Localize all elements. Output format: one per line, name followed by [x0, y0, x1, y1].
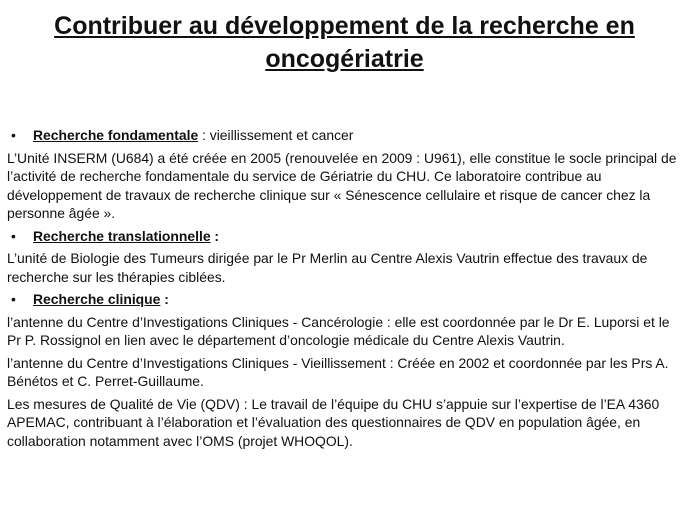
section-heading-translationnelle [7, 227, 682, 246]
section-heading-fondamentale [7, 126, 682, 145]
paragraph-biologie-tumeurs: L’unité de Biologie des Tumeurs dirigée par le Pr Merlin au Centre Alexis Vautrin effectue des travaux de recherche sur les thérapies ciblées. [7, 250, 648, 285]
paragraph-qualite-de-vie: Les mesures de Qualité de Vie (QDV) : Le travail de l’équipe du CHU s’appuie sur l’expertise de l’EA 4360 APEMAC, contribuant à l’élaboration et l’évaluation des questionnaires de QDV en population âgée, en collaboration notamment avec l’OMS (projet WHOQOL). [7, 395, 660, 449]
slide-title-line-2: oncogériatrie [265, 45, 424, 73]
heading-suffix: : vieillissement et cancer [198, 127, 354, 143]
slide-title [0, 10, 689, 76]
paragraph-cic-cancerologie: l’antenne du Centre d’Investigations Cliniques - Cancérologie : elle est coordonnée par le Dr E. Luporsi et le Pr P. Rossignol en lien avec le département d’oncologie médicale du Centre Alexis Vautrin. [7, 313, 670, 348]
section-heading-clinique [7, 290, 682, 309]
bullet-icon: • [11, 291, 16, 307]
paragraph-unite-inserm: L’Unité INSERM (U684) a été créée en 2005 (renouvelée en 2009 : U961), elle constitue le socle principal de l’activité de recherche fondamentale du service de Gériatrie du CHU. Ce laboratoire contribue au développement de travaux de recherche clinique sur « Sénescence cellulaire et risque de cancer chez la personne âgée ». [7, 149, 677, 221]
heading-suffix: : [160, 291, 169, 307]
heading-suffix: : [210, 227, 220, 244]
heading-recherche-clinique: Recherche clinique [33, 291, 161, 307]
heading-recherche-fondamentale: Recherche fondamentale [33, 127, 199, 143]
bullet-icon: • [11, 127, 16, 143]
paragraph-cic-vieillissement: l’antenne du Centre d’Investigations Cliniques - Vieillissement : Créée en 2002 et coordonnée par les Prs A. Bénétos et C. Perret-Guillaume. [7, 354, 669, 389]
heading-recherche-translationnelle: Recherche translationnelle [33, 227, 211, 244]
slide-title-line-1: Contribuer au développement de la recherche en [54, 12, 635, 40]
slide-content [7, 126, 682, 454]
bullet-icon: • [11, 227, 16, 244]
